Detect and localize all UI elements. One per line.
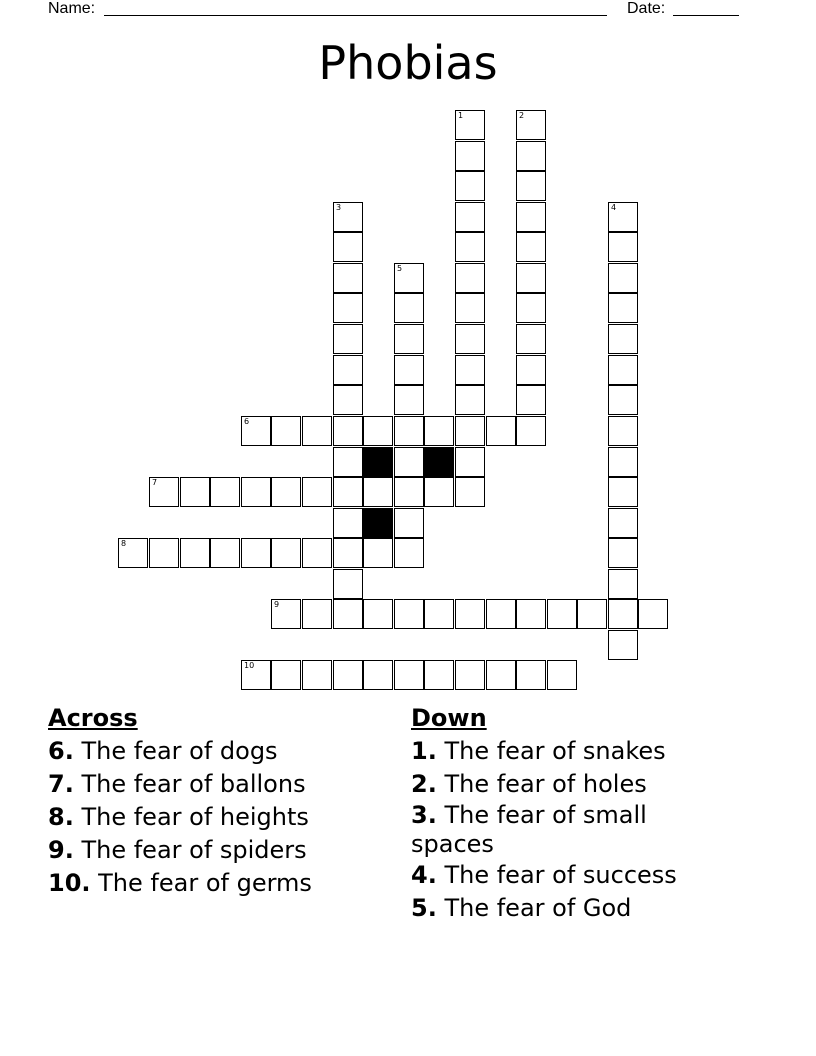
grid-cell[interactable]: [394, 508, 424, 538]
grid-cell[interactable]: [302, 599, 332, 629]
grid-cell[interactable]: [455, 141, 485, 171]
grid-cell[interactable]: [455, 110, 485, 140]
cell-number: 6: [244, 417, 250, 426]
grid-cell[interactable]: [271, 477, 301, 507]
grid-cell[interactable]: [608, 293, 638, 323]
clue-text: The fear of success: [436, 861, 677, 889]
clue-text: The fear of small spaces: [411, 801, 647, 858]
grid-cell[interactable]: [455, 599, 485, 629]
clue-item: [411, 892, 711, 925]
grid-cell[interactable]: [608, 447, 638, 477]
grid-cell[interactable]: [180, 538, 210, 568]
grid-cell[interactable]: [424, 477, 454, 507]
cell-number: 10: [244, 661, 255, 670]
grid-cell[interactable]: [271, 538, 301, 568]
grid-cell[interactable]: [333, 447, 363, 477]
grid-cell[interactable]: [455, 447, 485, 477]
grid-cell[interactable]: [333, 324, 363, 354]
clue-number: 1.: [411, 737, 437, 765]
grid-cell[interactable]: [271, 599, 301, 629]
grid-cell[interactable]: [363, 538, 393, 568]
grid-cell[interactable]: [394, 385, 424, 415]
grid-cell[interactable]: [638, 599, 668, 629]
grid-cell[interactable]: [333, 202, 363, 232]
grid-cell[interactable]: [516, 355, 546, 385]
grid-cell[interactable]: [394, 477, 424, 507]
grid-cell[interactable]: [547, 660, 577, 690]
grid-cell[interactable]: [516, 263, 546, 293]
grid-cell[interactable]: [333, 416, 363, 446]
cell-number: 2: [519, 111, 525, 120]
grid-cell[interactable]: [333, 477, 363, 507]
clue-text: The fear of snakes: [436, 737, 666, 765]
grid-cell[interactable]: [210, 538, 240, 568]
grid-cell[interactable]: [241, 477, 271, 507]
clue-number: 10.: [48, 869, 91, 897]
grid-cell[interactable]: [608, 630, 638, 660]
grid-cell[interactable]: [149, 477, 179, 507]
grid-cell[interactable]: [333, 599, 363, 629]
grid-cell[interactable]: [455, 660, 485, 690]
cell-number: 4: [611, 203, 617, 212]
clue-item: [48, 801, 388, 834]
grid-cell[interactable]: [394, 416, 424, 446]
black-cell: [424, 447, 454, 477]
grid-cell[interactable]: [302, 477, 332, 507]
grid-cell[interactable]: [394, 538, 424, 568]
cell-number: 9: [274, 600, 280, 609]
grid-cell[interactable]: [424, 416, 454, 446]
down-heading: Down: [411, 704, 487, 732]
grid-cell[interactable]: [608, 477, 638, 507]
clue-text: The fear of spiders: [73, 836, 307, 864]
grid-cell[interactable]: [516, 660, 546, 690]
grid-cell[interactable]: [271, 416, 301, 446]
clue-text: The fear of holes: [436, 770, 647, 798]
grid-cell[interactable]: [455, 171, 485, 201]
grid-cell[interactable]: [547, 599, 577, 629]
grid-cell[interactable]: [394, 660, 424, 690]
grid-cell[interactable]: [608, 385, 638, 415]
grid-cell[interactable]: [455, 416, 485, 446]
grid-cell[interactable]: [424, 660, 454, 690]
grid-cell[interactable]: [180, 477, 210, 507]
clue-number: 8.: [48, 803, 74, 831]
clue-number: 6.: [48, 737, 74, 765]
grid-cell[interactable]: [363, 660, 393, 690]
grid-cell[interactable]: [394, 293, 424, 323]
grid-cell[interactable]: [516, 110, 546, 140]
cell-number: 3: [336, 203, 342, 212]
grid-cell[interactable]: [241, 538, 271, 568]
across-clues: [48, 702, 388, 900]
cell-number: 1: [458, 111, 464, 120]
clue-number: 5.: [411, 894, 437, 922]
grid-cell[interactable]: [394, 355, 424, 385]
grid-cell[interactable]: [486, 599, 516, 629]
black-cell: [363, 447, 393, 477]
clue-item: [411, 859, 711, 892]
grid-cell[interactable]: [333, 355, 363, 385]
grid-cell[interactable]: [302, 416, 332, 446]
grid-cell[interactable]: [608, 416, 638, 446]
clue-item: [48, 768, 388, 801]
clue-text: The fear of ballons: [73, 770, 306, 798]
grid-cell[interactable]: [608, 569, 638, 599]
grid-cell[interactable]: [302, 660, 332, 690]
date-label: Date:: [627, 0, 666, 17]
grid-cell[interactable]: [486, 660, 516, 690]
grid-cell[interactable]: [455, 293, 485, 323]
grid-cell[interactable]: [333, 508, 363, 538]
grid-cell[interactable]: [333, 538, 363, 568]
grid-cell[interactable]: [608, 355, 638, 385]
grid-cell[interactable]: [118, 538, 148, 568]
grid-cell[interactable]: [486, 416, 516, 446]
grid-cell[interactable]: [302, 538, 332, 568]
grid-cell[interactable]: [241, 660, 271, 690]
grid-cell[interactable]: [455, 385, 485, 415]
clue-text: The fear of God: [436, 894, 632, 922]
grid-cell[interactable]: [394, 263, 424, 293]
clue-text: The fear of heights: [73, 803, 309, 831]
down-clues: [411, 702, 711, 925]
grid-cell[interactable]: [516, 385, 546, 415]
clue-text: The fear of germs: [90, 869, 312, 897]
grid-cell[interactable]: [210, 477, 240, 507]
grid-cell[interactable]: [333, 232, 363, 262]
grid-cell[interactable]: [516, 232, 546, 262]
grid-cell[interactable]: [363, 416, 393, 446]
grid-cell[interactable]: [455, 355, 485, 385]
grid-cell[interactable]: [455, 232, 485, 262]
grid-cell[interactable]: [516, 416, 546, 446]
grid-cell[interactable]: [271, 660, 301, 690]
name-label: Name:: [48, 0, 96, 17]
grid-cell[interactable]: [333, 293, 363, 323]
grid-cell[interactable]: [333, 569, 363, 599]
clue-number: 9.: [48, 836, 74, 864]
cell-number: 7: [152, 478, 158, 487]
grid-cell[interactable]: [608, 202, 638, 232]
puzzle-title: Phobias: [318, 36, 498, 90]
grid-cell[interactable]: [608, 508, 638, 538]
grid-cell[interactable]: [394, 599, 424, 629]
grid-cell[interactable]: [516, 171, 546, 201]
grid-cell[interactable]: [608, 232, 638, 262]
clue-item: [48, 834, 388, 867]
grid-cell[interactable]: [455, 263, 485, 293]
clue-number: 7.: [48, 770, 74, 798]
grid-cell[interactable]: [516, 324, 546, 354]
grid-cell[interactable]: [333, 660, 363, 690]
clue-item: [411, 768, 711, 801]
grid-cell[interactable]: [608, 263, 638, 293]
grid-cell[interactable]: [608, 599, 638, 629]
grid-cell[interactable]: [516, 599, 546, 629]
grid-cell[interactable]: [394, 324, 424, 354]
grid-cell[interactable]: [516, 141, 546, 171]
grid-cell[interactable]: [608, 538, 638, 568]
grid-cell[interactable]: [363, 599, 393, 629]
clue-item: [411, 735, 711, 768]
grid-cell[interactable]: [333, 385, 363, 415]
clue-item: [48, 867, 388, 900]
clue-item: [48, 735, 388, 768]
across-heading: Across: [48, 704, 138, 732]
grid-cell[interactable]: [516, 293, 546, 323]
grid-cell[interactable]: [241, 416, 271, 446]
grid-cell[interactable]: [516, 202, 546, 232]
grid-cell[interactable]: [608, 324, 638, 354]
grid-cell[interactable]: [394, 447, 424, 477]
grid-cell[interactable]: [455, 324, 485, 354]
grid-cell[interactable]: [424, 599, 454, 629]
black-cell: [363, 508, 393, 538]
clue-number: 2.: [411, 770, 437, 798]
grid-cell[interactable]: [455, 477, 485, 507]
clue-text: The fear of dogs: [73, 737, 278, 765]
cell-number: 5: [397, 264, 403, 273]
grid-cell[interactable]: [455, 202, 485, 232]
clue-number: 3.: [411, 801, 437, 829]
grid-cell[interactable]: [577, 599, 607, 629]
clue-item: [411, 801, 711, 859]
cell-number: 8: [121, 539, 127, 548]
grid-cell[interactable]: [149, 538, 179, 568]
clue-number: 4.: [411, 861, 437, 889]
grid-cell[interactable]: [363, 477, 393, 507]
grid-cell[interactable]: [333, 263, 363, 293]
